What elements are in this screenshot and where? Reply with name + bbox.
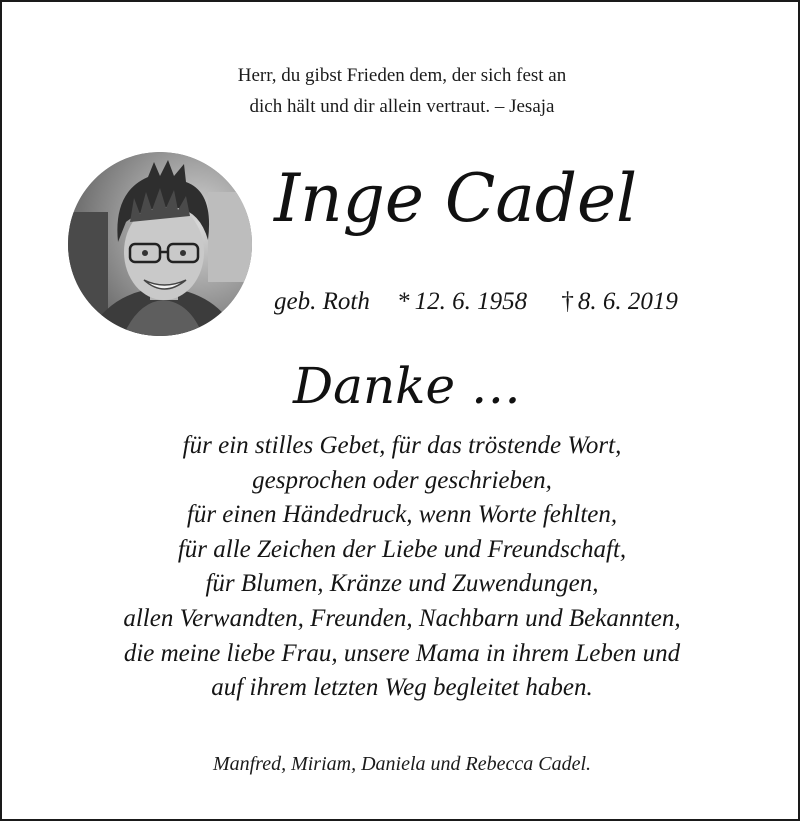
- portrait-photo: [68, 152, 252, 336]
- thanks-line: für einen Händedruck, wenn Worte fehlten,: [186, 501, 618, 529]
- bible-quote: [2, 60, 800, 122]
- deceased-name: Inge Cadel: [274, 160, 638, 237]
- thanks-line: auf ihrem letzten Weg begleitet haben.: [211, 674, 593, 702]
- maiden-name: geb. Roth: [274, 288, 370, 315]
- portrait-image: [68, 152, 252, 336]
- death-symbol: †: [561, 288, 574, 315]
- thanks-line: für ein stilles Gebet, für das tröstende Wort,: [182, 432, 622, 459]
- thanks-line: die meine liebe Frau, unsere Mama in ihrem Leben und: [123, 639, 681, 667]
- thanks-line: allen Verwandten, Freunden, Nachbarn und Bekannten,: [123, 604, 681, 632]
- thanks-text: [2, 429, 800, 706]
- thanks-line: für alle Zeichen der Liebe und Freundschaft,: [177, 535, 627, 563]
- birth-date-group: [398, 285, 527, 319]
- thanks-line: gesprochen oder geschrieben,: [252, 466, 552, 494]
- birth-date: 12. 6. 1958: [414, 288, 528, 315]
- thanks-line: für Blumen, Kränze und Zuwendungen,: [205, 570, 599, 598]
- quote-line: Herr, du gibst Frieden dem, der sich fest an: [237, 65, 567, 86]
- family-signature: Manfred, Miriam, Daniela und Rebecca Cadel.: [212, 753, 592, 775]
- quote-line: dich hält und dir allein vertraut. – Jesaja: [249, 96, 555, 117]
- thanks-heading: Danke …: [293, 357, 521, 415]
- death-date: 8. 6. 2019: [577, 288, 678, 315]
- birth-symbol: *: [398, 288, 411, 315]
- death-date-group: [561, 285, 678, 319]
- life-dates: [274, 285, 744, 319]
